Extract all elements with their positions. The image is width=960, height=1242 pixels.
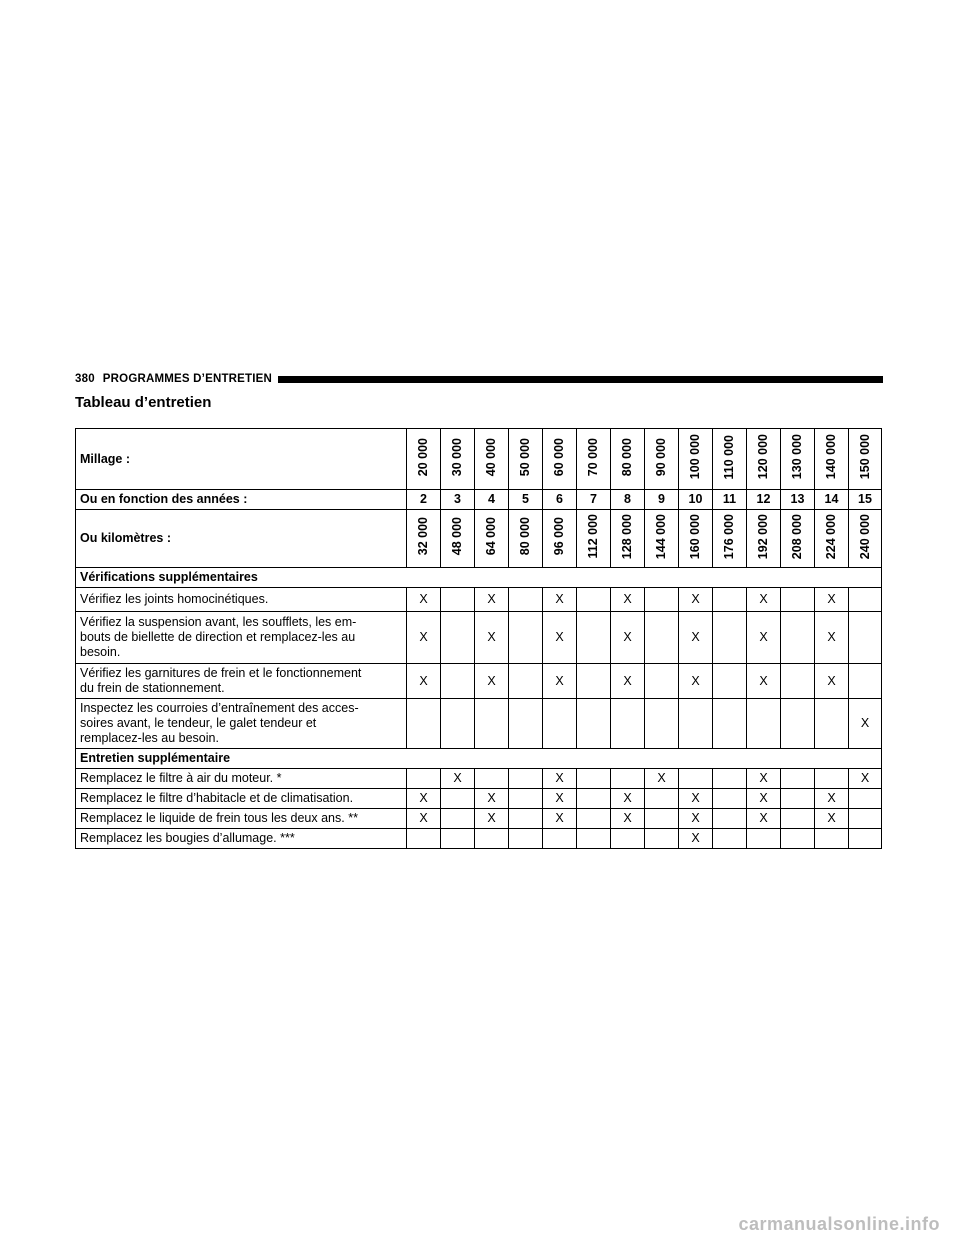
mileage-row-value: 90 000 xyxy=(654,437,668,477)
years-row-value: 4 xyxy=(488,492,495,506)
schedule-cell xyxy=(509,588,543,612)
schedule-cell: X xyxy=(747,612,781,664)
schedule-cell: X xyxy=(815,612,849,664)
schedule-cell xyxy=(509,699,543,749)
schedule-cell: X xyxy=(747,809,781,829)
km-row-value: 144 000 xyxy=(654,513,668,560)
schedule-cell xyxy=(509,829,543,849)
schedule-cell: X xyxy=(747,769,781,789)
schedule-cell: X xyxy=(747,789,781,809)
km-row-value: 160 000 xyxy=(688,513,702,560)
years-row-cell xyxy=(475,490,509,510)
schedule-cell: X xyxy=(475,809,509,829)
years-row-cell xyxy=(441,490,475,510)
section-header-row xyxy=(76,749,882,769)
km-row-label: Ou kilomètres : xyxy=(76,510,407,568)
schedule-cell xyxy=(645,588,679,612)
km-row-cell xyxy=(815,510,849,568)
schedule-cell: X xyxy=(407,664,441,699)
page-header xyxy=(75,369,883,389)
years-row-value: 9 xyxy=(658,492,665,506)
schedule-cell xyxy=(577,829,611,849)
schedule-cell: X xyxy=(645,769,679,789)
schedule-cell: X xyxy=(475,588,509,612)
table-row xyxy=(76,789,882,809)
schedule-cell xyxy=(645,664,679,699)
mileage-row-value: 130 000 xyxy=(790,434,804,480)
schedule-cell: X xyxy=(679,664,713,699)
mileage-row-cell xyxy=(713,429,747,490)
schedule-cell: X xyxy=(815,664,849,699)
years-row-cell xyxy=(679,490,713,510)
schedule-cell: X xyxy=(407,588,441,612)
schedule-cell xyxy=(543,829,577,849)
schedule-cell xyxy=(849,809,882,829)
schedule-cell xyxy=(781,699,815,749)
km-row-cell xyxy=(849,510,882,568)
schedule-cell: X xyxy=(815,588,849,612)
schedule-cell xyxy=(577,588,611,612)
schedule-cell xyxy=(645,789,679,809)
years-row-value: 11 xyxy=(722,492,737,506)
row-label: Vérifiez la suspension avant, les soufflets, les em- bouts de biellette de direction et remplacez-les au besoin. xyxy=(76,612,407,664)
mileage-row-value: 70 000 xyxy=(586,437,600,477)
years-row-value: 13 xyxy=(790,492,805,506)
schedule-cell: X xyxy=(543,664,577,699)
table-row xyxy=(76,664,882,699)
watermark: carmanualsonline.info xyxy=(738,1214,940,1234)
schedule-cell xyxy=(815,699,849,749)
mileage-row-value: 40 000 xyxy=(484,437,498,477)
page-number: 380 xyxy=(75,373,95,385)
km-row-cell xyxy=(509,510,543,568)
mileage-row-cell xyxy=(611,429,645,490)
years-row-cell xyxy=(815,490,849,510)
schedule-cell: X xyxy=(679,809,713,829)
mileage-row-label: Millage : xyxy=(76,429,407,490)
schedule-cell xyxy=(611,769,645,789)
schedule-cell xyxy=(815,829,849,849)
mileage-row-value: 20 000 xyxy=(416,437,430,477)
page-title: Tableau d’entretien xyxy=(75,394,212,411)
schedule-cell xyxy=(407,769,441,789)
years-row-cell xyxy=(509,490,543,510)
schedule-cell xyxy=(849,664,882,699)
schedule-cell xyxy=(611,829,645,849)
schedule-cell xyxy=(577,612,611,664)
mileage-row-cell xyxy=(509,429,543,490)
schedule-cell xyxy=(781,809,815,829)
schedule-cell xyxy=(781,829,815,849)
row-label: Remplacez le filtre d’habitacle et de climatisation. xyxy=(76,789,407,809)
schedule-cell: X xyxy=(407,809,441,829)
schedule-cell xyxy=(509,769,543,789)
schedule-cell xyxy=(441,699,475,749)
km-row-value: 208 000 xyxy=(790,513,804,560)
schedule-cell xyxy=(849,612,882,664)
schedule-cell xyxy=(849,829,882,849)
mileage-row-cell xyxy=(815,429,849,490)
mileage-row-cell xyxy=(475,429,509,490)
schedule-cell xyxy=(577,664,611,699)
mileage-row-value: 30 000 xyxy=(450,437,464,477)
mileage-row-value: 150 000 xyxy=(857,434,872,480)
row-label: Remplacez le liquide de frein tous les deux ans. ** xyxy=(76,809,407,829)
km-row-cell xyxy=(577,510,611,568)
schedule-cell xyxy=(713,809,747,829)
km-row-value: 192 000 xyxy=(756,513,770,560)
schedule-cell xyxy=(475,769,509,789)
table-row xyxy=(76,612,882,664)
years-row-cell xyxy=(543,490,577,510)
mileage-row-value: 60 000 xyxy=(552,437,566,477)
schedule-cell xyxy=(645,699,679,749)
schedule-cell: X xyxy=(543,809,577,829)
schedule-cell xyxy=(441,829,475,849)
schedule-cell xyxy=(713,829,747,849)
schedule-cell xyxy=(849,588,882,612)
table-row xyxy=(76,699,882,749)
schedule-cell: X xyxy=(543,769,577,789)
schedule-cell: X xyxy=(849,699,882,749)
mileage-row-cell xyxy=(679,429,713,490)
mileage-row-value: 80 000 xyxy=(620,437,634,477)
schedule-cell: X xyxy=(611,588,645,612)
years-row-label: Ou en fonction des années : xyxy=(76,490,407,510)
schedule-cell: X xyxy=(475,789,509,809)
schedule-cell xyxy=(747,699,781,749)
schedule-cell xyxy=(713,612,747,664)
schedule-cell xyxy=(441,789,475,809)
years-row-cell xyxy=(747,490,781,510)
years-row-cell xyxy=(407,490,441,510)
km-row-value: 96 000 xyxy=(552,517,566,556)
table-row xyxy=(76,588,882,612)
schedule-cell xyxy=(713,588,747,612)
years-row-value: 2 xyxy=(420,492,427,506)
mileage-row-value: 100 000 xyxy=(688,434,702,480)
years-row-value: 5 xyxy=(522,492,529,506)
schedule-cell xyxy=(407,699,441,749)
schedule-cell: X xyxy=(679,789,713,809)
schedule-cell xyxy=(475,829,509,849)
km-row-value: 176 000 xyxy=(722,513,736,560)
years-row-cell xyxy=(781,490,815,510)
schedule-cell: X xyxy=(407,789,441,809)
years-row-value: 8 xyxy=(624,492,631,506)
schedule-cell xyxy=(781,612,815,664)
schedule-cell: X xyxy=(679,588,713,612)
section-title: Entretien supplémentaire xyxy=(76,749,882,769)
schedule-cell xyxy=(441,588,475,612)
km-row-value: 128 000 xyxy=(620,513,634,560)
mileage-row-cell xyxy=(645,429,679,490)
mileage-row-cell xyxy=(577,429,611,490)
row-label: Vérifiez les garnitures de frein et le fonctionnement du frein de stationnement. xyxy=(76,664,407,699)
km-row xyxy=(76,510,882,568)
km-row-value: 64 000 xyxy=(484,517,498,556)
schedule-cell xyxy=(815,769,849,789)
km-row-cell xyxy=(781,510,815,568)
section-title: PROGRAMMES D’ENTRETIEN xyxy=(102,373,273,385)
schedule-cell xyxy=(441,664,475,699)
schedule-cell: X xyxy=(815,809,849,829)
years-row xyxy=(76,490,882,510)
schedule-cell: X xyxy=(611,612,645,664)
years-row-value: 6 xyxy=(556,492,563,506)
km-row-value: 224 000 xyxy=(824,513,838,560)
km-row-value: 112 000 xyxy=(586,514,600,559)
table-row xyxy=(76,769,882,789)
schedule-cell: X xyxy=(747,588,781,612)
schedule-cell: X xyxy=(611,664,645,699)
schedule-cell xyxy=(509,809,543,829)
years-row-cell xyxy=(645,490,679,510)
km-row-value: 32 000 xyxy=(416,517,430,556)
schedule-cell xyxy=(577,769,611,789)
km-row-value: 48 000 xyxy=(450,517,464,556)
km-row-cell xyxy=(713,510,747,568)
mileage-row-cell xyxy=(441,429,475,490)
schedule-cell xyxy=(441,612,475,664)
years-row-cell xyxy=(713,490,747,510)
km-row-cell xyxy=(441,510,475,568)
mileage-row-cell xyxy=(407,429,441,490)
schedule-cell xyxy=(509,789,543,809)
schedule-cell xyxy=(679,699,713,749)
mileage-row-value: 50 000 xyxy=(518,437,532,477)
maintenance-table xyxy=(75,428,882,849)
years-row-value: 15 xyxy=(858,492,872,506)
schedule-cell xyxy=(781,769,815,789)
mileage-row xyxy=(76,429,882,490)
years-row-value: 10 xyxy=(688,492,703,506)
schedule-cell xyxy=(781,588,815,612)
schedule-cell: X xyxy=(407,612,441,664)
mileage-row-cell xyxy=(543,429,577,490)
schedule-cell xyxy=(577,699,611,749)
km-row-cell xyxy=(543,510,577,568)
mileage-row-value: 120 000 xyxy=(756,434,770,480)
schedule-cell: X xyxy=(611,789,645,809)
km-row-cell xyxy=(645,510,679,568)
mileage-row-cell xyxy=(747,429,781,490)
row-label: Vérifiez les joints homocinétiques. xyxy=(76,588,407,612)
schedule-cell: X xyxy=(815,789,849,809)
schedule-cell xyxy=(679,769,713,789)
schedule-cell xyxy=(577,789,611,809)
years-row-value: 3 xyxy=(454,492,461,506)
km-row-cell xyxy=(475,510,509,568)
schedule-cell: X xyxy=(543,588,577,612)
row-label: Remplacez les bougies d’allumage. *** xyxy=(76,829,407,849)
schedule-cell xyxy=(475,699,509,749)
mileage-row-value: 140 000 xyxy=(824,434,838,480)
years-row-cell xyxy=(849,490,882,510)
row-label: Inspectez les courroies d’entraînement des acces- soires avant, le tendeur, le galet tendeur et remplacez-les au besoin. xyxy=(76,699,407,749)
section-title: Vérifications supplémentaires xyxy=(76,568,882,588)
schedule-cell xyxy=(713,664,747,699)
km-row-value: 240 000 xyxy=(857,513,872,560)
schedule-cell xyxy=(645,829,679,849)
years-row-value: 12 xyxy=(756,492,771,506)
schedule-cell xyxy=(577,809,611,829)
schedule-cell xyxy=(543,699,577,749)
schedule-cell xyxy=(781,789,815,809)
schedule-cell: X xyxy=(441,769,475,789)
schedule-cell: X xyxy=(611,809,645,829)
table-row xyxy=(76,829,882,849)
schedule-cell xyxy=(747,829,781,849)
schedule-cell xyxy=(849,789,882,809)
years-row-value: 7 xyxy=(590,492,597,506)
schedule-cell xyxy=(509,664,543,699)
schedule-cell: X xyxy=(849,769,882,789)
schedule-cell xyxy=(713,769,747,789)
section-header-row xyxy=(76,568,882,588)
row-label: Remplacez le filtre à air du moteur. * xyxy=(76,769,407,789)
schedule-cell: X xyxy=(475,612,509,664)
schedule-cell xyxy=(509,612,543,664)
km-row-cell xyxy=(747,510,781,568)
mileage-row-value: 110 000 xyxy=(722,434,736,480)
schedule-cell xyxy=(713,699,747,749)
schedule-cell xyxy=(645,612,679,664)
schedule-cell xyxy=(407,829,441,849)
schedule-cell xyxy=(781,664,815,699)
schedule-cell: X xyxy=(679,829,713,849)
km-row-cell xyxy=(407,510,441,568)
years-row-cell xyxy=(577,490,611,510)
schedule-cell xyxy=(713,789,747,809)
schedule-cell: X xyxy=(747,664,781,699)
schedule-cell: X xyxy=(679,612,713,664)
table-row xyxy=(76,809,882,829)
km-row-cell xyxy=(611,510,645,568)
schedule-cell: X xyxy=(543,612,577,664)
years-row-cell xyxy=(611,490,645,510)
schedule-cell: X xyxy=(543,789,577,809)
schedule-cell xyxy=(611,699,645,749)
schedule-cell: X xyxy=(475,664,509,699)
mileage-row-cell xyxy=(849,429,882,490)
header-rule xyxy=(278,376,883,383)
km-row-cell xyxy=(679,510,713,568)
schedule-cell xyxy=(441,809,475,829)
mileage-row-cell xyxy=(781,429,815,490)
schedule-cell xyxy=(645,809,679,829)
km-row-value: 80 000 xyxy=(518,517,532,556)
years-row-value: 14 xyxy=(824,492,839,506)
